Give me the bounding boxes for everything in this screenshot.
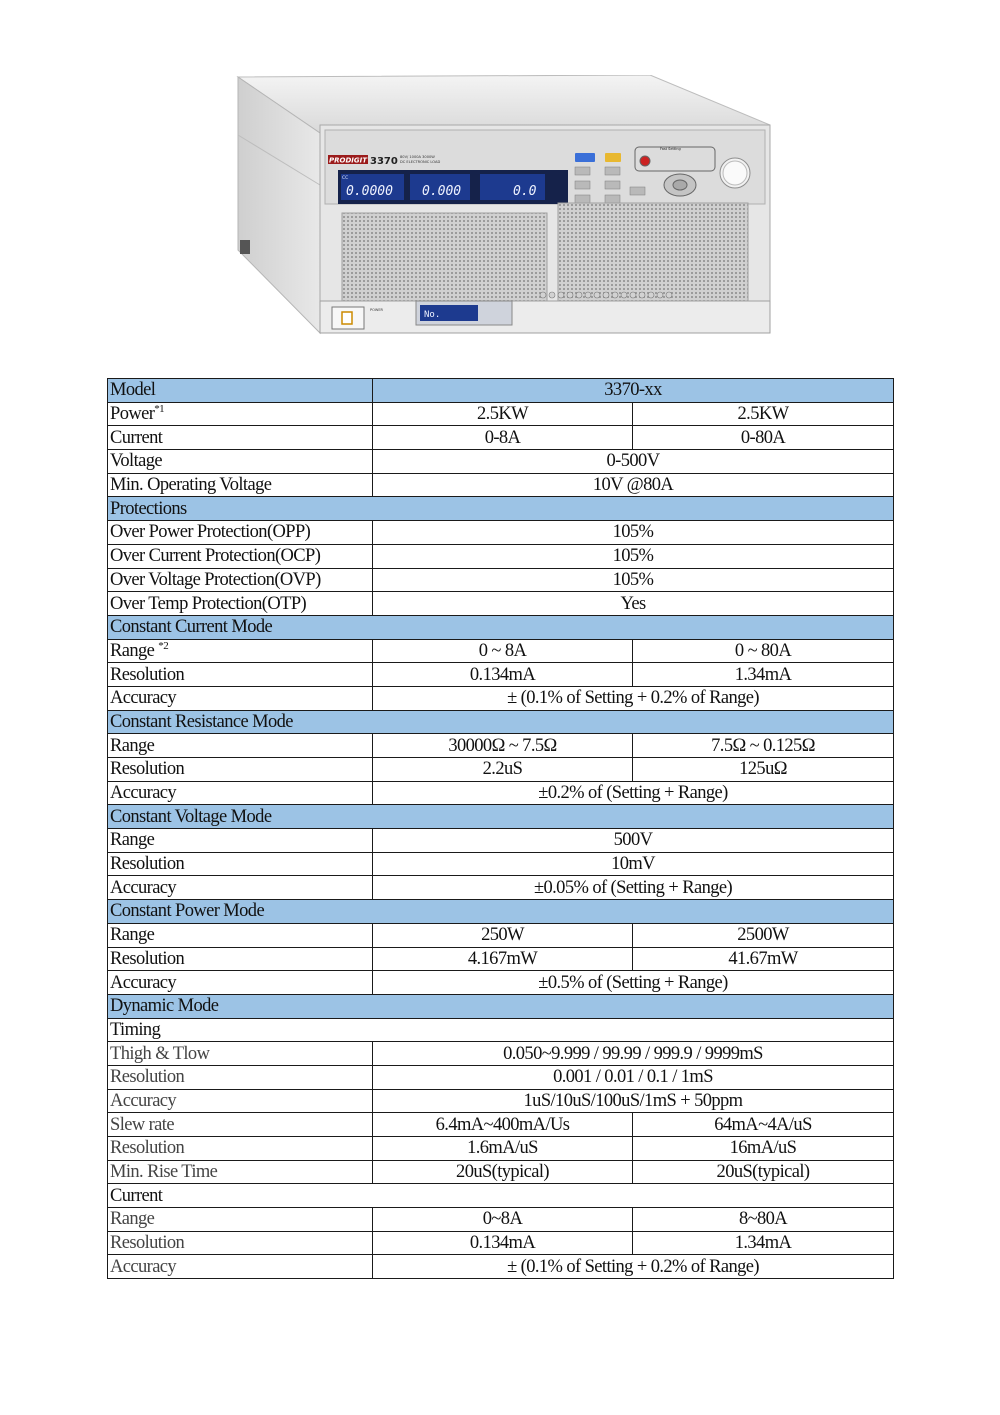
cell-value: 2.5KW (373, 402, 633, 426)
row-label: Resolution (108, 663, 373, 687)
table-row (108, 923, 894, 947)
table-row (108, 402, 894, 426)
cell-value: 0~8A (373, 1208, 633, 1232)
row-label: Resolution (108, 1137, 373, 1161)
cell-value: 6.4mA~400mA/Us (373, 1113, 633, 1137)
table-row (108, 876, 894, 900)
row-label: Constant Current Mode (108, 615, 894, 639)
table-row (108, 568, 894, 592)
row-label: Accuracy (108, 1255, 373, 1279)
table-row (108, 1160, 894, 1184)
svg-text:DC ELECTRONIC LOAD: DC ELECTRONIC LOAD (400, 160, 441, 164)
row-label: Model (108, 379, 373, 403)
display-cc-tag: CC (342, 176, 349, 181)
cell-value: 2.5KW (633, 402, 894, 426)
table-row (108, 1255, 894, 1279)
table-row (108, 1065, 894, 1089)
table-row (108, 971, 894, 995)
table-row (108, 1113, 894, 1137)
table-row (108, 1089, 894, 1113)
cell-value: 105% (373, 521, 894, 545)
row-label: Range (108, 923, 373, 947)
svg-text:POWER: POWER (370, 308, 383, 312)
cell-value: 105% (373, 568, 894, 592)
cell-value: ± (0.1% of Setting + 0.2% of Range) (373, 1255, 894, 1279)
row-label: Resolution (108, 947, 373, 971)
cell-value: 0-8A (373, 426, 633, 450)
cell-value: 10mV (373, 852, 894, 876)
cell-value: 0.050~9.999 / 99.99 / 999.9 / 9999mS (373, 1042, 894, 1066)
cell-value: ± (0.1% of Setting + 0.2% of Range) (373, 686, 894, 710)
row-label: Over Current Protection(OCP) (108, 544, 373, 568)
section-header-row (108, 379, 894, 403)
cell-value: 125uΩ (633, 758, 894, 782)
row-label: Over Voltage Protection(OVP) (108, 568, 373, 592)
cell-value: 1uS/10uS/100uS/1mS + 50ppm (373, 1089, 894, 1113)
cell-value: 3370-xx (373, 379, 894, 403)
row-label: Slew rate (108, 1113, 373, 1137)
cell-value: 41.67mW (633, 947, 894, 971)
cell-value: 1.6mA/uS (373, 1137, 633, 1161)
power-display: 0.0 (513, 184, 537, 199)
cell-value: 1.34mA (633, 1231, 894, 1255)
table-row (108, 450, 894, 474)
table-row (108, 781, 894, 805)
section-header-row (108, 710, 894, 734)
spec-table (107, 378, 894, 1279)
svg-text:Fast Setting: Fast Setting (660, 147, 681, 151)
row-label: Resolution (108, 1065, 373, 1089)
table-row (108, 686, 894, 710)
vent-grille-right (558, 203, 748, 301)
chassis-top (238, 75, 770, 133)
row-label: Accuracy (108, 876, 373, 900)
current-display: 0.000 (422, 184, 462, 199)
table-row (108, 829, 894, 853)
cell-value: 105% (373, 544, 894, 568)
row-label: Protections (108, 497, 894, 521)
cell-value: 4.167mW (373, 947, 633, 971)
row-label: Power$^{*1}$ (108, 402, 373, 426)
brand-logo: PRODIGIT (329, 156, 368, 165)
subsection-row (108, 1018, 894, 1042)
cell-value: 0.001 / 0.01 / 0.1 / 1mS (373, 1065, 894, 1089)
product-photo (230, 75, 775, 340)
footnote-marker: *1 (154, 403, 165, 416)
section-header-row (108, 900, 894, 924)
table-row (108, 592, 894, 616)
cell-value: 250W (373, 923, 633, 947)
svg-text:No.: No. (424, 310, 441, 320)
svg-text:80V/ 1000A 3000W: 80V/ 1000A 3000W (400, 155, 435, 159)
row-label: Range (108, 829, 373, 853)
row-label: Accuracy (108, 686, 373, 710)
cell-value: 0 ~ 8A (373, 639, 633, 663)
cell-value: 0.134mA (373, 1231, 633, 1255)
table-row (108, 639, 894, 663)
model-label: 3370 (370, 156, 398, 167)
section-header-row (108, 497, 894, 521)
row-label: Timing (108, 1018, 894, 1042)
row-label: Resolution (108, 758, 373, 782)
row-label: Min. Operating Voltage (108, 473, 373, 497)
row-label: Over Power Protection(OPP) (108, 521, 373, 545)
row-label: Accuracy (108, 1089, 373, 1113)
table-row (108, 758, 894, 782)
row-label: Range (108, 734, 373, 758)
row-label: Constant Power Mode (108, 900, 894, 924)
table-row (108, 852, 894, 876)
section-header-row (108, 805, 894, 829)
cell-value: 2500W (633, 923, 894, 947)
table-row (108, 473, 894, 497)
row-label: Current (108, 1184, 894, 1208)
row-label: Voltage (108, 450, 373, 474)
table-row (108, 426, 894, 450)
table-row (108, 734, 894, 758)
cell-value: 1.34mA (633, 663, 894, 687)
row-label: Range $^{*2}$ (108, 639, 373, 663)
cell-value: 0-80A (633, 426, 894, 450)
table-row (108, 521, 894, 545)
row-label: Min. Rise Time (108, 1160, 373, 1184)
table-row (108, 663, 894, 687)
table-row (108, 947, 894, 971)
row-label: Current (108, 426, 373, 450)
row-label: Resolution (108, 852, 373, 876)
cell-value: 20uS(typical) (633, 1160, 894, 1184)
footnote-marker: *2 (158, 639, 169, 652)
row-label: Constant Resistance Mode (108, 710, 894, 734)
row-label: Constant Voltage Mode (108, 805, 894, 829)
cell-value: 8~80A (633, 1208, 894, 1232)
vent-grille-left (342, 213, 547, 301)
cell-value: 0.134mA (373, 663, 633, 687)
table-row (108, 1208, 894, 1232)
cell-value: 0-500V (373, 450, 894, 474)
row-label: Resolution (108, 1231, 373, 1255)
voltage-display: 0.0000 (346, 184, 393, 199)
cell-value: 64mA~4A/uS (633, 1113, 894, 1137)
row-label: Thigh & Tlow (108, 1042, 373, 1066)
cell-value: ±0.5% of (Setting + Range) (373, 971, 894, 995)
cell-value: ±0.05% of (Setting + Range) (373, 876, 894, 900)
row-label: Accuracy (108, 971, 373, 995)
row-label: Accuracy (108, 781, 373, 805)
subsection-row (108, 1184, 894, 1208)
table-row (108, 1042, 894, 1066)
cell-value: 2.2uS (373, 758, 633, 782)
cell-value: 20uS(typical) (373, 1160, 633, 1184)
cell-value: ±0.2% of (Setting + Range) (373, 781, 894, 805)
row-label: Range (108, 1208, 373, 1232)
table-row (108, 1231, 894, 1255)
cell-value: Yes (373, 592, 894, 616)
cell-value: 7.5Ω ~ 0.125Ω (633, 734, 894, 758)
row-label: Over Temp Protection(OTP) (108, 592, 373, 616)
section-header-row (108, 615, 894, 639)
table-row (108, 1137, 894, 1161)
cell-value: 30000Ω ~ 7.5Ω (373, 734, 633, 758)
row-label: Dynamic Mode (108, 994, 894, 1018)
cell-value: 0 ~ 80A (633, 639, 894, 663)
table-row (108, 544, 894, 568)
cell-value: 10V @80A (373, 473, 894, 497)
cell-value: 16mA/uS (633, 1137, 894, 1161)
section-header-row (108, 994, 894, 1018)
cell-value: 500V (373, 829, 894, 853)
